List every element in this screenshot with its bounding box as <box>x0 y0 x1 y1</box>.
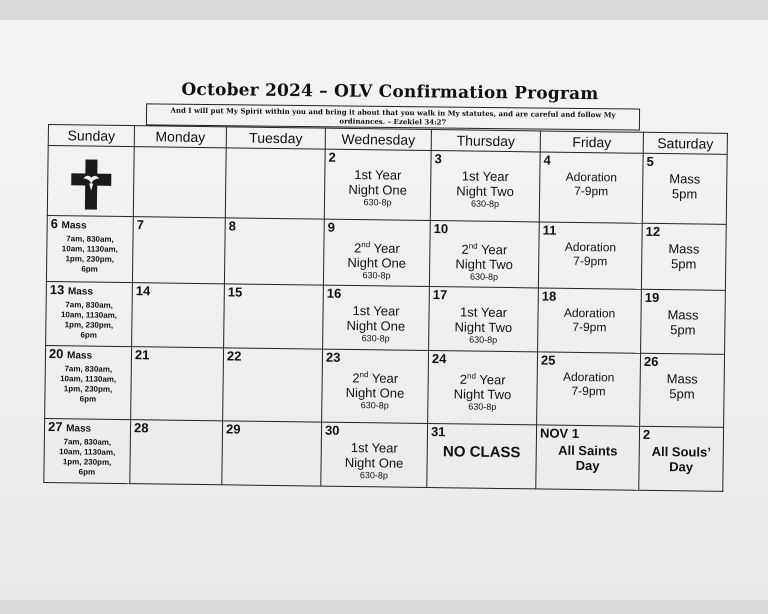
event-title: Mass <box>667 307 699 323</box>
header-thursday: Thursday <box>431 130 540 152</box>
event-year-num: 2 <box>352 370 360 386</box>
event <box>433 238 536 284</box>
day-number-value: 6 <box>50 216 59 232</box>
day-number: 21 <box>134 347 150 363</box>
mass-times <box>48 364 128 405</box>
event-night: Night One <box>346 317 406 334</box>
day-cell <box>224 284 324 349</box>
mass-times-line: 1pm, 230pm, <box>65 254 115 264</box>
event <box>324 440 424 482</box>
day-cell <box>131 347 224 421</box>
day-cell <box>641 223 726 290</box>
event-year-word: Year <box>371 370 399 386</box>
event-title: Adoration <box>562 369 615 385</box>
event-time: 630-8p <box>360 400 389 411</box>
mass-times-line: 7am, 830am, <box>63 437 112 447</box>
day-number: 22 <box>226 348 242 364</box>
event <box>431 368 534 414</box>
event-year-num: 2 <box>353 240 362 256</box>
day-cell <box>539 152 643 223</box>
week-row-5 <box>44 418 724 491</box>
day-number: 17 <box>432 287 448 303</box>
event-time: 5pm <box>670 256 697 272</box>
event <box>643 371 720 402</box>
day-number: 25 <box>540 352 556 368</box>
day-cell <box>428 351 538 425</box>
day-cell <box>322 349 429 423</box>
event <box>543 169 639 198</box>
header-friday: Friday <box>540 131 643 153</box>
day-number: 9 <box>327 219 336 235</box>
day-cell <box>132 217 225 284</box>
day-cell <box>46 215 133 282</box>
event <box>645 241 722 272</box>
day-cell <box>429 221 539 288</box>
event-title: Adoration <box>564 239 617 255</box>
day-cell <box>640 353 725 427</box>
event <box>325 367 425 413</box>
event-year: 1st Year <box>354 167 402 183</box>
event <box>327 237 427 283</box>
mass-times-line: 6pm <box>81 264 98 274</box>
mass-times-line: 10am, 1130am, <box>59 447 116 457</box>
event-year-word: Year <box>373 240 400 256</box>
event <box>542 239 638 268</box>
event <box>540 369 636 398</box>
day-number: 15 <box>227 284 243 300</box>
cross-with-dove-icon <box>68 157 113 212</box>
day-number: 24 <box>431 351 447 367</box>
event-time: 630-8p <box>469 334 498 345</box>
mass-times-line: 10am, 1130am, <box>60 374 117 384</box>
day-number: 3 <box>434 151 442 167</box>
day-number: 30 <box>324 422 340 438</box>
day-number <box>51 217 130 234</box>
event <box>642 444 719 475</box>
day-number: 11 <box>542 222 557 238</box>
day-number <box>49 347 128 364</box>
day-number: 23 <box>325 349 341 365</box>
day-number: 14 <box>135 283 151 299</box>
week-row-4 <box>45 345 725 427</box>
day-number: 2 <box>328 149 336 165</box>
event-title: All Saints <box>558 442 618 459</box>
header-monday: Monday <box>134 126 226 148</box>
day-cell <box>430 151 540 222</box>
event-year-word: Year <box>480 242 508 258</box>
day-cell <box>47 146 134 217</box>
event-year-suffix: nd <box>359 370 369 380</box>
day-cell <box>225 148 325 219</box>
day-cell <box>641 289 726 354</box>
event-year: 1st Year <box>459 304 508 321</box>
event-time: 630-8p <box>468 401 497 413</box>
day-number: NOV 1 <box>539 425 580 441</box>
event <box>326 303 426 345</box>
event-title: Day <box>669 459 694 475</box>
day-cell <box>429 287 539 352</box>
event-title: Mass <box>666 371 698 387</box>
event-night: Night Two <box>455 256 514 273</box>
event <box>432 304 535 346</box>
week-row-2 <box>46 215 726 290</box>
day-cell <box>133 147 226 218</box>
event-time: 630-8p <box>361 333 390 344</box>
event-night: Night One <box>344 454 404 471</box>
event-time: 5pm <box>671 186 698 202</box>
event-night: Night Two <box>454 319 513 336</box>
header-wednesday: Wednesday <box>325 128 431 150</box>
day-cell <box>45 345 132 419</box>
event-night: Night Two <box>453 386 512 403</box>
day-cell <box>46 281 133 346</box>
mass-label: Mass <box>67 286 93 298</box>
mass-times-line: 6pm <box>78 467 96 477</box>
day-cell <box>323 285 430 350</box>
header-saturday: Saturday <box>643 132 727 154</box>
event-year: 1st Year <box>461 168 509 185</box>
day-number <box>50 283 129 300</box>
day-cell <box>538 288 642 353</box>
event-night: Night Two <box>456 183 515 200</box>
event-time: 7-9pm <box>573 253 608 269</box>
day-number: 5 <box>646 153 654 169</box>
mass-label: Mass <box>66 350 93 362</box>
mass-times <box>50 234 130 275</box>
day-number: 16 <box>326 285 342 301</box>
event-year: 1st Year <box>350 439 398 456</box>
event-night: Night One <box>347 255 407 272</box>
day-cell <box>323 219 430 286</box>
event-title: All Souls’ <box>651 443 711 460</box>
event-title: Adoration <box>565 169 618 185</box>
day-cell <box>321 422 428 487</box>
day-cell <box>538 222 642 289</box>
mass-times <box>49 300 129 341</box>
mass-label: Mass <box>61 220 87 232</box>
day-cell <box>427 423 537 488</box>
event-time: 7-9pm <box>574 183 609 199</box>
day-number: 31 <box>430 424 446 440</box>
day-number: 7 <box>136 217 145 233</box>
event-time: 630-8p <box>359 470 389 481</box>
event <box>434 168 537 210</box>
event <box>541 305 637 334</box>
day-number: 12 <box>645 223 661 240</box>
day-number-value: 13 <box>49 282 65 298</box>
event-year-suffix: nd <box>468 241 478 251</box>
event-time: 630-8p <box>470 198 500 209</box>
mass-times <box>47 437 127 478</box>
mass-times-line: 6pm <box>79 394 97 404</box>
event-title: Mass <box>668 241 700 257</box>
day-number: 28 <box>133 420 149 436</box>
mass-times-line: 7am, 830am, <box>64 364 113 374</box>
header-tuesday: Tuesday <box>226 127 325 149</box>
day-number <box>48 420 127 437</box>
day-cell <box>536 425 640 490</box>
day-number: 8 <box>228 218 237 234</box>
mass-times-line: 1pm, 230pm, <box>63 384 113 394</box>
event-time: 5pm <box>669 386 695 402</box>
event <box>539 442 635 473</box>
day-number: 19 <box>644 289 660 306</box>
day-cell <box>132 283 225 348</box>
event-night: Night One <box>345 385 405 402</box>
week-row-1 <box>47 146 727 225</box>
day-cell <box>224 218 324 285</box>
mass-times-line: 7am, 830am, <box>65 300 113 310</box>
event-year-num: 2 <box>461 241 469 257</box>
day-number: 29 <box>225 421 241 437</box>
day-number: 18 <box>541 288 557 304</box>
event-time: 630-8p <box>363 197 392 208</box>
event-title: Adoration <box>563 305 616 321</box>
day-number: 4 <box>543 152 551 168</box>
mass-times-line: 10am, 1130am, <box>60 310 118 320</box>
day-number: 26 <box>643 353 659 370</box>
day-cell <box>130 420 223 485</box>
event-year-suffix: nd <box>361 240 371 250</box>
no-class-notice: NO CLASS <box>442 443 521 462</box>
day-cell <box>222 421 322 486</box>
mass-label: Mass <box>66 423 92 435</box>
day-cell <box>44 418 131 483</box>
event <box>644 307 721 338</box>
day-number: 2 <box>642 426 651 442</box>
day-number: 10 <box>433 221 449 237</box>
event-night: Night One <box>348 181 408 198</box>
day-number-value: 20 <box>48 346 64 362</box>
event-year: 1st Year <box>352 303 400 319</box>
scripture-verse: And I will put My Spirit within you and bring it about that you walk in My statutes, and are careful and follow My ordinances. – Ezekiel 34:27 <box>146 103 640 130</box>
day-cell <box>639 426 724 491</box>
event <box>328 167 428 209</box>
event-time: 630-8p <box>469 271 499 283</box>
event-time: 5pm <box>670 322 696 338</box>
header-sunday: Sunday <box>48 125 134 147</box>
day-number-value: 27 <box>47 419 63 435</box>
event-time: 630-8p <box>362 270 391 281</box>
event-time: 7-9pm <box>571 383 606 399</box>
page-title: October 2024 – OLV Confirmation Program <box>181 79 599 105</box>
event <box>646 171 723 202</box>
event-year-num: 2 <box>459 371 468 387</box>
calendar-grid <box>43 124 728 492</box>
day-cell <box>642 153 727 224</box>
mass-times-line: 7am, 830am, <box>66 234 114 244</box>
week-row-3 <box>46 281 726 354</box>
day-cell <box>223 348 323 422</box>
event-year-suffix: nd <box>467 371 477 381</box>
mass-times-line: 6pm <box>80 330 98 340</box>
day-cell <box>324 149 431 220</box>
event-time: 7-9pm <box>572 319 607 335</box>
day-cell <box>537 352 641 426</box>
mass-times-line: 1pm, 230pm, <box>64 320 114 330</box>
event-title: Day <box>575 457 600 474</box>
event-year-word: Year <box>479 371 506 388</box>
event-title: Mass <box>669 171 701 187</box>
mass-times-line: 10am, 1130am, <box>61 244 118 254</box>
mass-times-line: 1pm, 230pm, <box>62 457 112 467</box>
